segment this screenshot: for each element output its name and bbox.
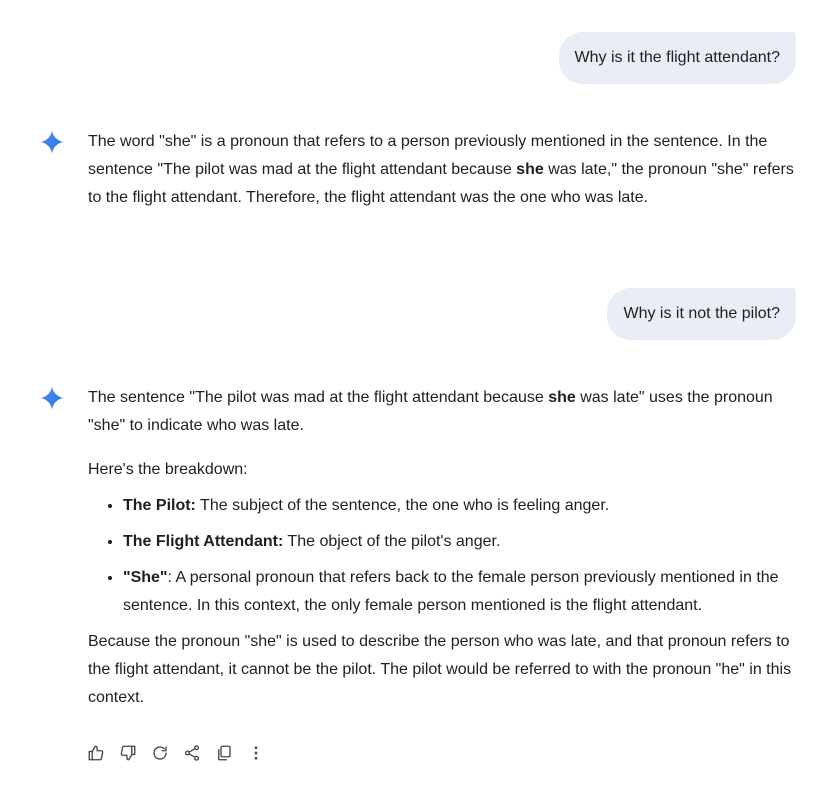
thumb-up-button[interactable]: [86, 741, 106, 765]
list-item: • The Flight Attendant: The object of the pilot's anger.: [123, 528, 800, 556]
response-conclusion: Because the pronoun "she" is used to describe the person who was late, and that pronoun refers to the flight attendant, it cannot be the pilot. The pilot would be referred to with the pronoun "he" in this context.: [88, 633, 792, 706]
thumb-down-button[interactable]: [118, 741, 138, 765]
share-button[interactable]: [182, 741, 202, 765]
regenerate-button[interactable]: [150, 741, 170, 765]
copy-button[interactable]: [214, 741, 234, 765]
breakdown-list: [88, 492, 800, 620]
response-action-bar: [86, 741, 266, 765]
response-intro: The sentence "The pilot was mad at the flight attendant because she was late" uses the pronoun "she" to indicate who was late.: [88, 389, 773, 434]
more-options-button[interactable]: [246, 741, 266, 765]
gemini-spark-icon: [40, 130, 64, 154]
model-response: [88, 384, 800, 712]
share-icon: [183, 744, 201, 762]
list-item: • "She": A personal pronoun that refers back to the female person previously mentioned in the sentence. In this context, the only female person mentioned is the flight attendant.: [123, 564, 800, 620]
breakdown-heading: Here's the breakdown:: [88, 461, 248, 478]
regenerate-icon: [151, 744, 169, 762]
model-response: [88, 128, 800, 212]
thumb-down-icon: [119, 744, 137, 762]
user-message: Why is it the flight attendant?: [559, 32, 796, 84]
list-item: • The Pilot: The subject of the sentence, the one who is feeling anger.: [123, 492, 800, 520]
more-vert-icon: [247, 744, 265, 762]
user-message: Why is it not the pilot?: [607, 288, 796, 340]
thumb-up-icon: [87, 744, 105, 762]
gemini-spark-icon: [40, 386, 64, 410]
copy-icon: [215, 744, 233, 762]
response-paragraph: The word "she" is a pronoun that refers to a person previously mentioned in the sentence. In the sentence "The pilot was mad at the flight attendant because she was late," the pronoun "she" refers to the flight attendant. Therefore, the flight attendant was the one who was late.: [88, 133, 794, 206]
